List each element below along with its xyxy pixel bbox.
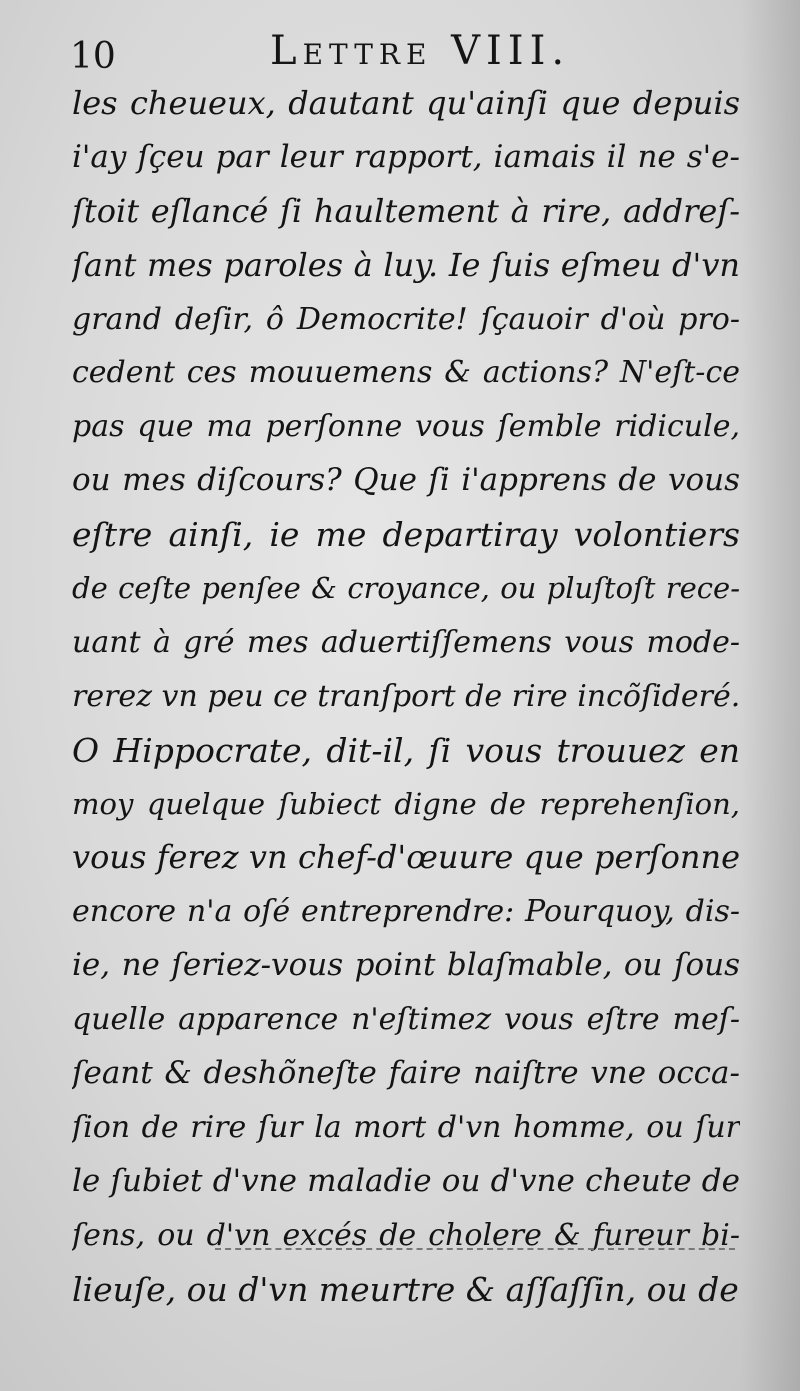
text-line: ou mes diſcours? Que ſi i'apprens de vous	[72, 462, 740, 499]
text-line: le ſubiet d'vne maladie ou d'vne cheute de	[72, 1162, 740, 1199]
text-line: pas que ma perſonne vous ſemble ridicule,	[72, 409, 740, 445]
text-line: lieuſe, ou d'vn meurtre & aſſaſſin, ou de	[72, 1269, 739, 1309]
text-line: grand deſir, ô Democrite! ſçauoir d'où pro-	[72, 301, 740, 337]
text-line: ſant mes paroles à luy. Ie ſuis eſmeu d'vn	[72, 245, 740, 284]
text-line: ſens, ou d'vn excés de cholere & fureur bi-	[72, 1217, 740, 1253]
page-edge-shadow	[740, 0, 800, 1391]
text-line: ſion de rire ſur la mort d'vn homme, ou ſur	[72, 1109, 740, 1145]
bottom-rule	[215, 1248, 735, 1250]
text-line: de ceſte penſee & croyance, ou pluſtoſt rece-	[72, 571, 740, 606]
text-line: les cheueux, dautant qu'ainſi que depuis	[72, 84, 740, 122]
page-number: 10	[70, 36, 116, 77]
text-line: moy quelque ſubiect digne de reprehenſion,	[72, 786, 740, 821]
text-line: encore n'a oſé entreprendre: Pourquoy, dis-	[72, 894, 740, 930]
text-line: eſtre ainſi, ie me departiray volontiers	[72, 515, 740, 555]
text-line: ie, ne ſeriez-vous point blaſmable, ou ſous	[72, 947, 740, 984]
text-line: uant à gré mes aduertiſſemens vous mode-	[72, 624, 740, 660]
running-title: Lettre VIII.	[270, 28, 571, 74]
text-line: vous ferez vn chef-d'œuure que perſonne	[72, 838, 740, 877]
text-line: rerez vn peu ce tranſport de rire incõſideré.	[72, 678, 740, 714]
text-line: i'ay ſçeu par leur rapport, iamais il ne s'e-	[72, 138, 740, 175]
text-block	[72, 77, 740, 1316]
text-line: O Hippocrate, dit-il, ſi vous trouuez en	[72, 730, 740, 770]
text-line: quelle apparence n'eſtimez vous eſtre meſ-	[72, 1002, 740, 1038]
text-line: ſeant & deshõneſte faire naiſtre vne occa-	[72, 1055, 740, 1092]
text-line: ſtoit eſlancé ſi haultement à rire, addreſ-	[72, 191, 740, 230]
text-line: cedent ces mouuemens & actions? N'eſt-ce	[72, 355, 740, 391]
